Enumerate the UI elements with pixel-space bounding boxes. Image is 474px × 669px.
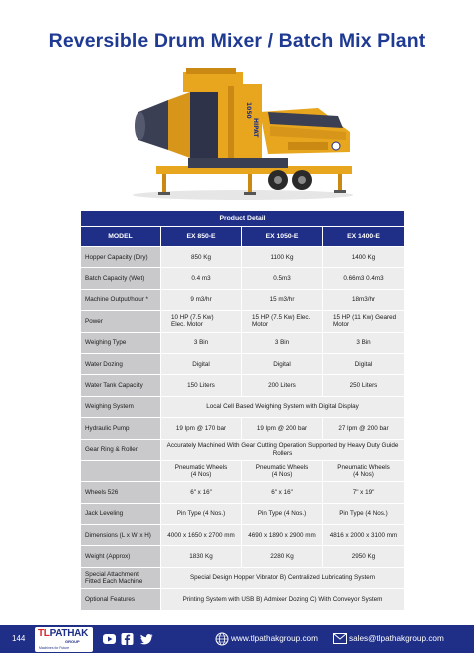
row-value: Printing System with USB B) Admixer Dozing C) With Conveyor System xyxy=(161,589,405,610)
row-label: Water Tank Capacity xyxy=(81,375,161,396)
row-label: Weighing System xyxy=(81,396,161,417)
table-caption: Product Detail xyxy=(81,211,405,227)
row-value: Pin Type (4 Nos.) xyxy=(242,503,323,524)
row-value: 4690 x 1890 x 2900 mm xyxy=(242,525,323,546)
logo-group-text: GROUP xyxy=(65,639,80,644)
table-caption-row xyxy=(81,211,405,227)
row-label: Water Dozing xyxy=(81,353,161,374)
table-row xyxy=(81,503,405,524)
row-value: Pneumatic Wheels (4 Nos) xyxy=(242,460,323,481)
table-row xyxy=(81,439,405,460)
column-header: EX 1400-E xyxy=(323,227,405,247)
row-value: 15 HP (11 Kw) Geared Motor xyxy=(323,311,405,332)
chassis-shape xyxy=(156,158,352,195)
row-value: 150 Liters xyxy=(161,375,242,396)
row-value: 3 Bin xyxy=(323,332,405,353)
row-label: Hopper Capacity (Dry) xyxy=(81,247,161,268)
row-value: 6" x 16" xyxy=(161,482,242,503)
table-row xyxy=(81,332,405,353)
table-row xyxy=(81,589,405,610)
row-label: Gear Ring & Roller xyxy=(81,439,161,460)
row-label: Machine Output/hour * xyxy=(81,289,161,310)
globe-icon xyxy=(215,632,229,646)
hopper-shape xyxy=(260,108,350,154)
row-value: Special Design Hopper Vibrator B) Centralized Lubricating System xyxy=(161,567,405,588)
logo-text-a: TL xyxy=(38,628,50,639)
row-value: 1830 Kg xyxy=(161,546,242,567)
row-label: Batch Capacity (Wet) xyxy=(81,268,161,289)
table-row xyxy=(81,375,405,396)
row-value: Pneumatic Wheels (4 Nos) xyxy=(323,460,405,481)
table-row xyxy=(81,289,405,310)
row-value: 1100 Kg xyxy=(242,247,323,268)
table-row xyxy=(81,311,405,332)
row-label: Power xyxy=(81,311,161,332)
row-value: Pin Type (4 Nos.) xyxy=(323,503,405,524)
row-value: 10 HP (7.5 Kw) Elec. Motor xyxy=(161,311,242,332)
row-value: 4816 x 2000 x 3100 mm xyxy=(323,525,405,546)
twitter-icon[interactable] xyxy=(140,633,153,645)
product-detail-table xyxy=(80,210,405,611)
row-label: Weight (Approx) xyxy=(81,546,161,567)
row-value: Digital xyxy=(242,353,323,374)
row-value: 9 m3/hr xyxy=(161,289,242,310)
row-value: 2280 Kg xyxy=(242,546,323,567)
row-value: Pin Type (4 Nos.) xyxy=(161,503,242,524)
row-label: Special Attachment Fitted Each Machine xyxy=(81,567,161,588)
logo-tagline: Machines for Future xyxy=(39,646,70,650)
row-value: 0.4 m3 xyxy=(161,268,242,289)
row-value: Digital xyxy=(161,353,242,374)
column-header: EX 850-E xyxy=(161,227,242,247)
youtube-icon[interactable] xyxy=(103,633,116,645)
column-header: EX 1050-E xyxy=(242,227,323,247)
row-value: 3 Bin xyxy=(161,332,242,353)
row-label: Jack Leveling xyxy=(81,503,161,524)
row-value: 6" x 16" xyxy=(242,482,323,503)
row-value: 3 Bin xyxy=(242,332,323,353)
table-row xyxy=(81,353,405,374)
website-link[interactable]: www.tlpathakgroup.com xyxy=(231,634,318,643)
column-header: MODEL xyxy=(81,227,161,247)
row-value: 18m3/hr xyxy=(323,289,405,310)
table-row xyxy=(81,396,405,417)
batch-mix-plant-image xyxy=(128,62,358,202)
row-value: 15 HP (7.5 Kw) Elec. Motor xyxy=(242,311,323,332)
email-link[interactable]: sales@tlpathakgroup.com xyxy=(349,634,444,643)
row-value: 2950 Kg xyxy=(323,546,405,567)
table-row xyxy=(81,525,405,546)
mixer-drum-shape xyxy=(135,88,232,162)
row-value: Pneumatic Wheels (4 Nos) xyxy=(161,460,242,481)
table-row xyxy=(81,268,405,289)
row-value: 19 lpm @ 200 bar xyxy=(242,418,323,439)
logo-text xyxy=(38,628,88,639)
table-row xyxy=(81,546,405,567)
row-label: Weighing Type xyxy=(81,332,161,353)
row-value: 15 m3/hr xyxy=(242,289,323,310)
row-value: 27 lpm @ 200 bar xyxy=(323,418,405,439)
table-header-row xyxy=(81,227,405,247)
row-value: Local Cell Based Weighing System with Digital Display xyxy=(161,396,405,417)
row-value: 7" x 19" xyxy=(323,482,405,503)
row-label: Hydraulic Pump xyxy=(81,418,161,439)
table-row xyxy=(81,482,405,503)
row-value: 0.5m3 xyxy=(242,268,323,289)
page-title: Reversible Drum Mixer / Batch Mix Plant xyxy=(48,30,426,52)
row-value: 200 Liters xyxy=(242,375,323,396)
row-value: 4000 x 1650 x 2700 mm xyxy=(161,525,242,546)
mail-icon xyxy=(333,633,347,644)
machine-brand-text: HIPAT xyxy=(252,118,259,138)
row-value: Digital xyxy=(323,353,405,374)
facebook-icon[interactable] xyxy=(121,633,134,645)
page-footer xyxy=(0,625,474,653)
row-value: Accurately Machined With Gear Cutting Operation Supported by Heavy Duty Guide Rollers xyxy=(161,439,405,460)
row-value: 19 lpm @ 170 bar xyxy=(161,418,242,439)
company-logo xyxy=(35,627,93,652)
row-value: 850 Kg xyxy=(161,247,242,268)
row-value: 0.66m3 0.4m3 xyxy=(323,268,405,289)
machine-model-text: 1050 xyxy=(245,102,252,119)
table-row xyxy=(81,460,405,481)
row-label: Wheels 526 xyxy=(81,482,161,503)
table-row xyxy=(81,247,405,268)
row-value: 1400 Kg xyxy=(323,247,405,268)
row-label: Dimensions (L x W x H) xyxy=(81,525,161,546)
logo-text-b: PATHAK xyxy=(49,628,89,639)
row-value: 250 Liters xyxy=(323,375,405,396)
row-label: Optional Features xyxy=(81,589,161,610)
row-label-empty xyxy=(81,460,161,481)
table-row xyxy=(81,567,405,588)
page-number: 144 xyxy=(12,634,26,643)
table-row xyxy=(81,418,405,439)
